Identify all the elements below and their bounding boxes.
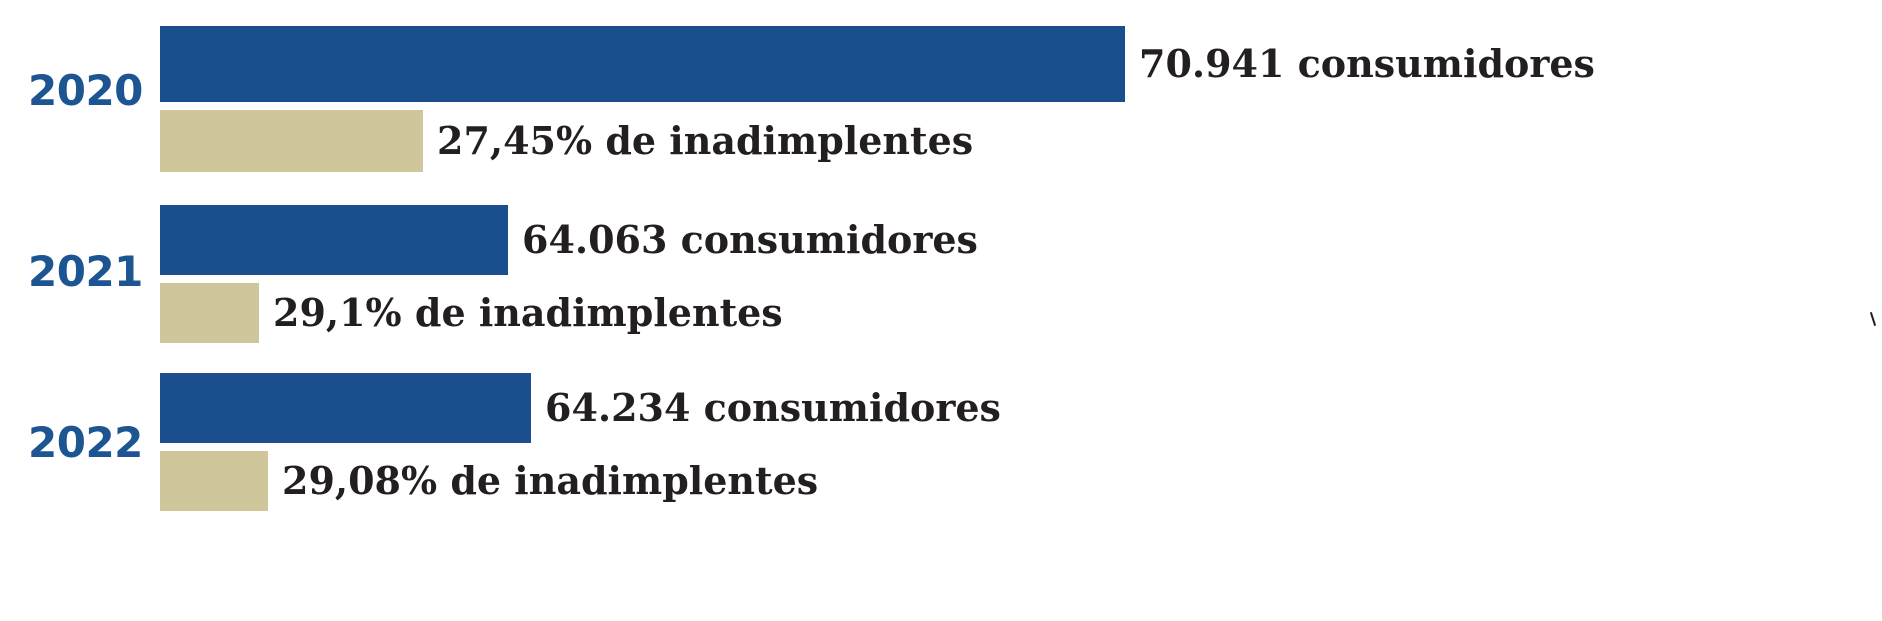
year-label-2021: 2021 [28,247,143,296]
year-label-2022: 2022 [28,418,143,467]
bar-row-consumers-2020 [160,26,1595,102]
bar-delinquency-2022 [160,451,268,511]
chart-group-2020 [0,18,1882,163]
bar-label-consumers-2020: 70.941 consumidores [1139,41,1595,86]
bar-consumers-2022 [160,373,531,443]
bar-row-delinquency-2021 [160,283,783,343]
bar-consumers-2020 [160,26,1125,102]
bar-label-delinquency-2020: 27,45% de inadimplentes [437,118,974,163]
bar-row-consumers-2022 [160,373,1001,443]
bar-label-delinquency-2022: 29,08% de inadimplentes [282,458,819,503]
year-label-2020: 2020 [28,66,143,115]
bar-label-consumers-2022: 64.234 consumidores [545,385,1001,430]
bar-label-consumers-2021: 64.063 consumidores [522,217,978,262]
bar-row-delinquency-2022 [160,451,818,511]
bar-delinquency-2020 [160,110,423,172]
bar-row-consumers-2021 [160,205,978,275]
chart-group-2021 [0,205,1882,341]
bar-label-delinquency-2021: 29,1% de inadimplentes [273,290,783,335]
chart-group-2022 [0,373,1882,509]
bar-delinquency-2021 [160,283,259,343]
bar-consumers-2021 [160,205,508,275]
bar-row-delinquency-2020 [160,110,973,172]
